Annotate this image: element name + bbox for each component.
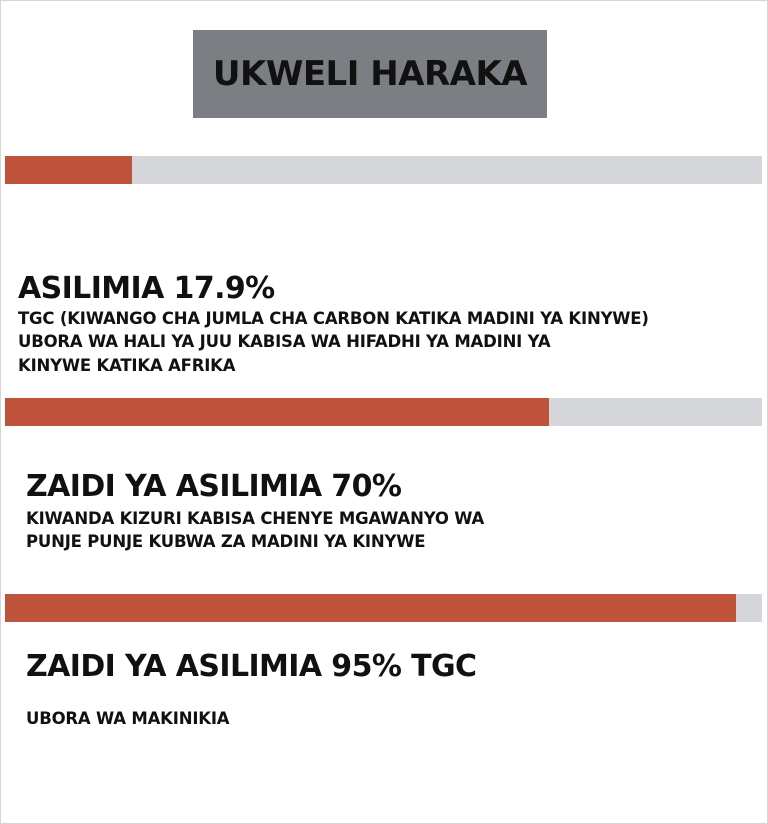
fact-block-2: [26, 470, 766, 554]
progress-bar-1: [5, 156, 762, 184]
progress-bar-fill-2: [5, 398, 549, 426]
fact-block-1: [18, 272, 758, 377]
fact-description-2: KIWANDA KIZURI KABISA CHENYE MGAWANYO WA PUNJE PUNJE KUBWA ZA MADINI YA KINYWE: [26, 509, 485, 552]
fact-description-1: TGC (KIWANGO CHA JUMLA CHA CARBON KATIKA MADINI YA KINYWE) UBORA WA HALI YA JUU KABISA WA HIFADHI YA MADINI YA KINYWE KATIKA AFRIKA: [18, 309, 649, 375]
title-banner: [193, 30, 547, 118]
fact-heading-2: ZAIDI YA ASILIMIA 70%: [26, 469, 402, 504]
progress-bar-fill-3: [5, 594, 736, 622]
progress-bar-3: [5, 594, 762, 622]
fact-block-3: [26, 650, 766, 730]
fact-description-3: UBORA WA MAKINIKIA: [26, 709, 230, 728]
page-title: UKWELI HARAKA: [212, 54, 528, 94]
progress-bar-fill-1: [5, 156, 132, 184]
fact-heading-3: ZAIDI YA ASILIMIA 95% TGC: [26, 649, 477, 684]
fact-heading-1: ASILIMIA 17.9%: [18, 271, 275, 306]
progress-bar-2: [5, 398, 762, 426]
